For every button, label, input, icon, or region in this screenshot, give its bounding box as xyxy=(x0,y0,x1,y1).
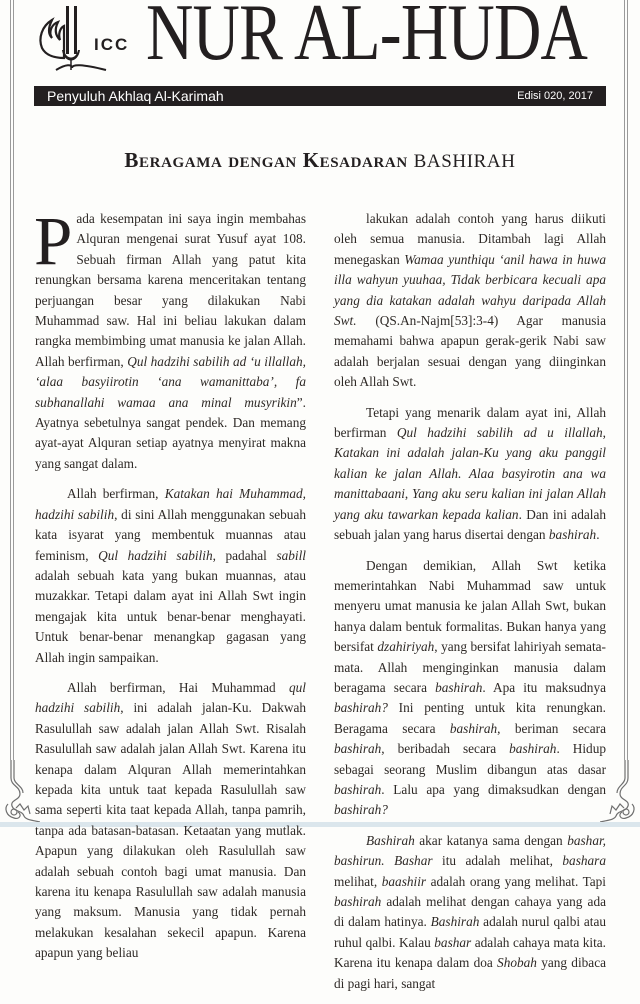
body-text: , padahal xyxy=(212,547,277,563)
body-text: ada kesempatan ini saya ingin membahas Alquran mengenai surat Yusuf ayat 108. Sebuah firman Allah yang patut kita renungkan bersama karena menceritakan tentang perjuangan besar yang dilakukan Nabi Muhammad saw. Hal ini beliau lakukan dalam rangka membimbing umat manusia ke jalan Allah. Allah berfirman, xyxy=(35,211,306,369)
body-text: , yang bersifat lahiriyah semata-mata. Allah menginginkan manusia dalam beragama secara xyxy=(334,639,606,695)
article-title-keyword: BASHIRAH xyxy=(413,151,516,172)
article-paragraph xyxy=(334,556,606,821)
body-text: Dengan demikian, Allah Swt ketika memerintahkan Nabi Muhammad saw untuk menyeru umat manusia ke jalan Allah Swt, bukan hanya dalam bentuk formalitas. Bukan hanya yang bersifat xyxy=(334,557,606,655)
italic-text: bashar, bashirun. Bashar xyxy=(334,832,606,869)
body-text: adalah orang yang melihat. Tapi xyxy=(426,873,607,889)
body-text: . Lalu apa yang dimaksudkan dengan xyxy=(381,781,606,797)
page-border-left-inner xyxy=(13,0,14,760)
article-column-left xyxy=(34,203,307,974)
italic-text: Bashirah xyxy=(366,832,415,848)
article-paragraph xyxy=(334,209,606,393)
body-text: ”. Ayatnya sebetulnya sangat pendek. Dan memang ayat-ayat Alquran setiap ayatnya menyirat makna yang sangat dalam. xyxy=(35,394,306,471)
page-border-right-inner xyxy=(624,0,625,760)
italic-text: bashara xyxy=(562,853,606,869)
body-text: , ini adalah jalan-Ku. Dakwah Rasulullah saw adalah jalan Allah Swt. Risalah Rasulullah saw adalah jalan Allah Swt. Karena itu kenapa dalam Alquran Allah memerintahkan kepada kita untuk taat kepada Rasulullah saw sama seperti kita taat kepada Allah, tanpa pamrih, tanpa ada batasan-batasan. Ketaatan yang mutlak. Apapun yang dilakukan oleh Rasulullah saw adalah sebuah contoh bagi umat manusia. Dan karena itu kenapa Rasulullah saw adalah manusia yang maksum. Manusia yang tidak pernah melakukan kesalahan sekecil apapun. Karena apapun yang beliau xyxy=(35,700,306,961)
page-border-right-outer xyxy=(627,0,628,760)
italic-text: bashirah xyxy=(435,679,483,695)
article-paragraph xyxy=(334,831,606,994)
italic-text: bashar xyxy=(434,934,472,950)
italic-text: Qul hadzihi sabilih ad u illallah xyxy=(396,425,603,441)
italic-text: Katakan hai Muhammad, hadzihi sabilih xyxy=(35,486,307,522)
italic-text: Wamaa yunthiqu ‘anil hawa in huwa illa wahyun yuuhaa, Tidak berbicara kecuali apa yang dia katakan adalah wahyu daripada Allah Swt. xyxy=(334,251,606,329)
drop-cap: P xyxy=(34,203,73,279)
article-paragraph xyxy=(35,678,306,964)
italic-text: Shobah xyxy=(497,955,537,971)
body-text: adalah sebuah kata yang bukan muannas, atau muzakkar. Tetapi dalam ayat ini Allah Swt ingin mengajak kita untuk benar-benar menghayati. Untuk benar-benar menangkap gagasan yang Allah ingin sampaikan. xyxy=(35,567,306,665)
italic-text: bashirah xyxy=(509,741,557,757)
italic-text: dzahiriyah xyxy=(377,639,435,655)
logo-text: ICC xyxy=(94,35,130,54)
body-text: , di sini Allah menggunakan sebuah kata isyarat yang membentuk muannas atau feminism, xyxy=(35,506,306,563)
page-border-left-outer xyxy=(10,0,11,760)
body-text: adalah nurul qalbi atau ruhul qalbi. Kalau xyxy=(334,914,606,950)
italic-text: Bashirah xyxy=(430,914,480,930)
italic-text: Qul hadzihi sabilih xyxy=(98,547,213,563)
italic-text: bashirah xyxy=(548,527,597,543)
body-text: yang dibaca di pagi hari, sangat xyxy=(334,955,606,991)
italic-text: bashirah xyxy=(334,741,382,757)
masthead-bar xyxy=(34,86,606,106)
body-text: akar katanya sama dengan xyxy=(414,832,568,848)
body-text: Tetapi yang menarik dalam ayat ini, Allah berfirman xyxy=(334,404,606,441)
body-text: . xyxy=(596,527,600,543)
italic-text: qul hadzihi sabilih xyxy=(35,679,306,716)
italic-text: bashirah? xyxy=(334,700,388,716)
body-text: , xyxy=(404,486,413,502)
floral-corner-ornament-icon xyxy=(0,760,40,822)
body-text: Ini penting untuk kita renungkan. Beragama secara xyxy=(334,700,606,736)
body-text: Allah berfirman, Hai Muhammad xyxy=(67,679,289,695)
body-text: itu adalah melihat, xyxy=(432,853,563,869)
body-text: , xyxy=(602,425,606,441)
italic-text: sabill xyxy=(276,547,306,563)
body-text: Allah berfirman, xyxy=(67,486,165,502)
body-text: (QS.An-Najm[53]:3-4) Agar manusia memahami bahwa apapun gerak-gerik Nabi saw adalah berjalan sesuai dengan yang diinginkan oleh Allah Swt. xyxy=(334,313,606,390)
body-text: , beriman secara xyxy=(497,720,606,736)
newsletter-title: NUR AL-HUDA xyxy=(146,0,588,77)
italic-text: bashirah xyxy=(449,720,498,736)
article-paragraph xyxy=(34,203,307,474)
body-text: adalah cahaya mata kita. Karena itu kenapa dalam doa xyxy=(334,934,606,971)
italic-text: bashirah xyxy=(334,781,382,797)
body-text: adalah melihat dengan cahaya yang ada di dalam hatinya. xyxy=(334,894,606,930)
body-text: lakukan adalah contoh yang harus diikuti oleh semua manusia. Ditambah lagi Allah menegaskan xyxy=(334,211,606,267)
body-text: . Apa itu maksudnya xyxy=(482,679,606,695)
body-text: . Dan ini adalah sebuah jalan yang harus disertai dengan xyxy=(334,506,607,543)
tagline: Penyuluh Akhlaq Al-Karimah xyxy=(47,88,224,104)
italic-text: Yang aku seru kalian ini jalan Allah yang aku tawarkan kepada kalian xyxy=(334,486,606,522)
article-title-main: Beragama dengan Kesadaran xyxy=(124,148,408,172)
article-column-right xyxy=(334,209,606,1004)
italic-text: Qul hadzihi sabilih ad ‘u illallah, ‘alaa basyiirotin ‘ana wamanittaba’, fa subhanallahi wamaa ana minal musyrikin xyxy=(35,353,307,410)
article-paragraph xyxy=(35,484,306,668)
italic-text: bashirah? xyxy=(334,802,388,818)
italic-text: baashiir xyxy=(381,873,427,889)
italic-text: bashirah xyxy=(334,894,382,909)
edition-label: Edisi 020, 2017 xyxy=(517,90,593,102)
article-paragraph xyxy=(334,403,606,546)
italic-text: Katakan ini adalah jalan-Ku yang aku panggil kalian ke jalan Allah. Alaa basyirotin ana wa manittabaani xyxy=(334,445,606,502)
floral-corner-ornament-icon xyxy=(600,760,640,822)
body-text: melihat, xyxy=(334,873,382,889)
body-text: . Hidup sebagai seorang Muslim dibangun atas dasar xyxy=(334,741,606,777)
body-text: , beribadah secara xyxy=(381,741,510,757)
article-title xyxy=(0,148,640,173)
